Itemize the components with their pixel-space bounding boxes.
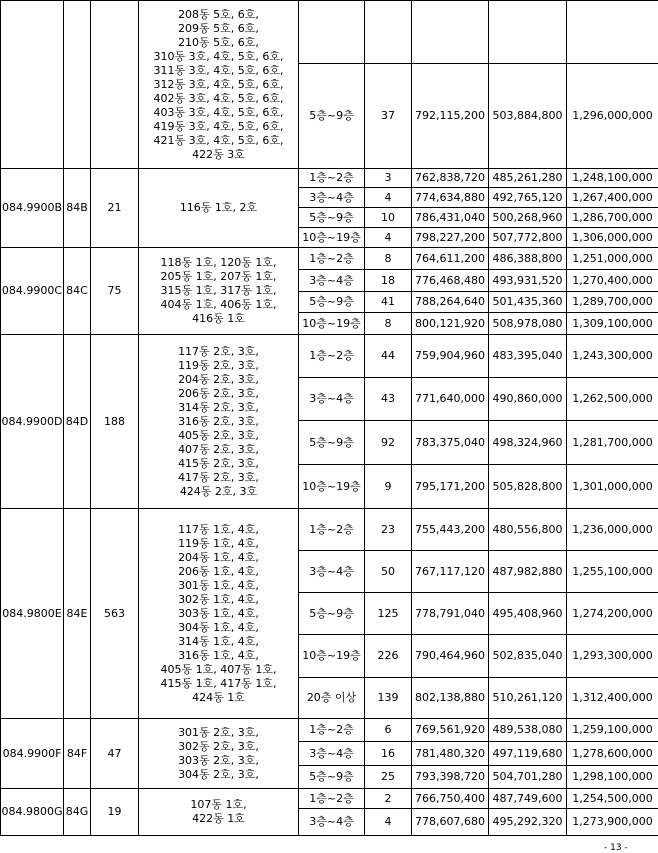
building-price-cell: 497,119,680 bbox=[489, 742, 567, 766]
building-price-cell: 505,828,800 bbox=[489, 465, 567, 509]
housing-type-cell: 084.9900D bbox=[1, 335, 64, 509]
floor-range-cell: 1층~2층 bbox=[299, 335, 365, 378]
floor-range-cell: 1층~2층 bbox=[299, 789, 365, 809]
total-price-cell: 1,267,400,000 bbox=[567, 188, 658, 208]
total-price-cell: 1,254,500,000 bbox=[567, 789, 658, 809]
type-code-cell bbox=[64, 1, 91, 169]
total-price-cell: 1,278,600,000 bbox=[567, 742, 658, 766]
total-price-cell: 1,293,300,000 bbox=[567, 635, 658, 678]
total-price-cell: 1,289,700,000 bbox=[567, 292, 658, 313]
land-price-cell: 769,561,920 bbox=[412, 719, 489, 742]
dong-ho-line: 422동 1호 bbox=[139, 812, 298, 826]
land-price-cell: 776,468,480 bbox=[412, 270, 489, 292]
dong-ho-line: 301동 2호, 3호, bbox=[139, 726, 298, 740]
land-price-cell: 793,398,720 bbox=[412, 766, 489, 789]
total-price-cell: 1,312,400,000 bbox=[567, 678, 658, 719]
unit-count-cell: 92 bbox=[365, 421, 412, 465]
floor-range-cell: 3층~4층 bbox=[299, 742, 365, 766]
unit-count-cell: 139 bbox=[365, 678, 412, 719]
dong-ho-line: 119동 1호, 4호, bbox=[139, 537, 298, 551]
building-price-cell: 487,982,880 bbox=[489, 551, 567, 593]
housing-type-cell bbox=[1, 1, 64, 169]
unit-count-cell: 16 bbox=[365, 742, 412, 766]
unit-count-cell: 41 bbox=[365, 292, 412, 313]
dong-ho-line: 209동 5호, 6호, bbox=[139, 22, 298, 36]
floor-range-cell: 3층~4층 bbox=[299, 188, 365, 208]
floor-range-cell: 5층~9층 bbox=[299, 766, 365, 789]
land-price-cell: 800,121,920 bbox=[412, 313, 489, 335]
unit-count-cell: 50 bbox=[365, 551, 412, 593]
total-price-cell: 1,296,000,000 bbox=[567, 64, 658, 169]
households-cell: 21 bbox=[91, 169, 139, 248]
housing-type-cell: 084.9900C bbox=[1, 248, 64, 335]
dong-ho-line: 314동 1호, 4호, bbox=[139, 635, 298, 649]
unit-count-cell bbox=[365, 1, 412, 64]
building-price-cell: 503,884,800 bbox=[489, 64, 567, 169]
land-price-cell: 764,611,200 bbox=[412, 248, 489, 270]
households-cell: 47 bbox=[91, 719, 139, 789]
floor-range-cell: 5층~9층 bbox=[299, 208, 365, 228]
unit-count-cell: 4 bbox=[365, 188, 412, 208]
dong-ho-line: 404동 1호, 406동 1호, bbox=[139, 298, 298, 312]
land-price-cell: 783,375,040 bbox=[412, 421, 489, 465]
housing-type-cell: 084.9900B bbox=[1, 169, 64, 248]
dong-ho-line: 304동 1호, 4호, bbox=[139, 621, 298, 635]
dong-ho-line: 405동 2호, 3호, bbox=[139, 429, 298, 443]
households-cell: 563 bbox=[91, 509, 139, 719]
floor-range-cell: 5층~9층 bbox=[299, 64, 365, 169]
total-price-cell: 1,262,500,000 bbox=[567, 378, 658, 421]
building-price-cell: 492,765,120 bbox=[489, 188, 567, 208]
dong-ho-line: 311동 3호, 4호, 5호, 6호, bbox=[139, 64, 298, 78]
floor-range-cell bbox=[299, 1, 365, 64]
price-table-body bbox=[1, 1, 658, 836]
dong-ho-line: 304동 2호, 3호, bbox=[139, 768, 298, 782]
type-code-cell: 84F bbox=[64, 719, 91, 789]
land-price-cell: 790,464,960 bbox=[412, 635, 489, 678]
dong-ho-line: 204동 2호, 3호, bbox=[139, 373, 298, 387]
unit-count-cell: 8 bbox=[365, 313, 412, 335]
dong-ho-line: 416동 1호 bbox=[139, 312, 298, 326]
building-price-cell: 493,931,520 bbox=[489, 270, 567, 292]
dong-ho-line: 417동 2호, 3호, bbox=[139, 471, 298, 485]
total-price-cell: 1,248,100,000 bbox=[567, 169, 658, 188]
land-price-cell: 774,634,880 bbox=[412, 188, 489, 208]
building-price-cell: 500,268,960 bbox=[489, 208, 567, 228]
total-price-cell: 1,274,200,000 bbox=[567, 593, 658, 635]
building-price-cell bbox=[489, 1, 567, 64]
building-price-cell: 501,435,360 bbox=[489, 292, 567, 313]
dong-ho-line: 303동 2호, 3호, bbox=[139, 754, 298, 768]
total-price-cell: 1,273,900,000 bbox=[567, 809, 658, 836]
type-code-cell: 84G bbox=[64, 789, 91, 836]
dong-ho-line: 310동 3호, 4호, 5호, 6호, bbox=[139, 50, 298, 64]
households-cell: 188 bbox=[91, 335, 139, 509]
building-price-cell: 502,835,040 bbox=[489, 635, 567, 678]
unit-count-cell: 2 bbox=[365, 789, 412, 809]
unit-count-cell: 125 bbox=[365, 593, 412, 635]
building-price-cell: 485,261,280 bbox=[489, 169, 567, 188]
unit-count-cell: 23 bbox=[365, 509, 412, 551]
dong-ho-line: 301동 1호, 4호, bbox=[139, 579, 298, 593]
table-row bbox=[1, 248, 658, 270]
dong-ho-line: 107동 1호, bbox=[139, 798, 298, 812]
land-price-cell: 759,904,960 bbox=[412, 335, 489, 378]
building-price-cell: 507,772,800 bbox=[489, 228, 567, 248]
floor-range-cell: 20층 이상 bbox=[299, 678, 365, 719]
unit-count-cell: 43 bbox=[365, 378, 412, 421]
dong-ho-line: 116동 1호, 2호 bbox=[139, 201, 298, 215]
land-price-cell: 778,791,040 bbox=[412, 593, 489, 635]
dong-ho-line: 315동 1호, 317동 1호, bbox=[139, 284, 298, 298]
total-price-cell: 1,255,100,000 bbox=[567, 551, 658, 593]
land-price-cell: 755,443,200 bbox=[412, 509, 489, 551]
unit-count-cell: 8 bbox=[365, 248, 412, 270]
land-price-cell: 767,117,120 bbox=[412, 551, 489, 593]
dong-ho-line: 403동 3호, 4호, 5호, 6호, bbox=[139, 106, 298, 120]
building-price-cell: 498,324,960 bbox=[489, 421, 567, 465]
floor-range-cell: 1층~2층 bbox=[299, 509, 365, 551]
dong-ho-line: 205동 1호, 207동 1호, bbox=[139, 270, 298, 284]
total-price-cell: 1,270,400,000 bbox=[567, 270, 658, 292]
building-price-cell: 489,538,080 bbox=[489, 719, 567, 742]
dong-ho-line: 314동 2호, 3호, bbox=[139, 401, 298, 415]
dong-ho-line: 302동 1호, 4호, bbox=[139, 593, 298, 607]
unit-count-cell: 10 bbox=[365, 208, 412, 228]
households-cell: 19 bbox=[91, 789, 139, 836]
dong-ho-line: 204동 1호, 4호, bbox=[139, 551, 298, 565]
land-price-cell: 778,607,680 bbox=[412, 809, 489, 836]
dong-ho-line: 303동 1호, 4호, bbox=[139, 607, 298, 621]
unit-count-cell: 18 bbox=[365, 270, 412, 292]
floor-range-cell: 1층~2층 bbox=[299, 169, 365, 188]
land-price-cell: 795,171,200 bbox=[412, 465, 489, 509]
land-price-cell: 792,115,200 bbox=[412, 64, 489, 169]
floor-range-cell: 5층~9층 bbox=[299, 593, 365, 635]
dong-ho-line: 206동 1호, 4호, bbox=[139, 565, 298, 579]
total-price-cell: 1,251,000,000 bbox=[567, 248, 658, 270]
unit-count-cell: 37 bbox=[365, 64, 412, 169]
land-price-cell: 781,480,320 bbox=[412, 742, 489, 766]
dong-ho-line: 208동 5호, 6호, bbox=[139, 8, 298, 22]
dong-ho-line: 424동 1호 bbox=[139, 691, 298, 705]
dong-ho-cell bbox=[139, 248, 299, 335]
dong-ho-cell bbox=[139, 509, 299, 719]
dong-ho-line: 206동 2호, 3호, bbox=[139, 387, 298, 401]
land-price-cell: 762,838,720 bbox=[412, 169, 489, 188]
total-price-cell: 1,281,700,000 bbox=[567, 421, 658, 465]
floor-range-cell: 3층~4층 bbox=[299, 551, 365, 593]
unit-count-cell: 4 bbox=[365, 228, 412, 248]
housing-type-cell: 084.9900F bbox=[1, 719, 64, 789]
floor-range-cell: 3층~4층 bbox=[299, 378, 365, 421]
floor-range-cell: 10층~19층 bbox=[299, 465, 365, 509]
dong-ho-line: 422동 3호 bbox=[139, 148, 298, 162]
dong-ho-cell bbox=[139, 1, 299, 169]
type-code-cell: 84B bbox=[64, 169, 91, 248]
unit-count-cell: 44 bbox=[365, 335, 412, 378]
floor-range-cell: 10층~19층 bbox=[299, 228, 365, 248]
floor-range-cell: 5층~9층 bbox=[299, 421, 365, 465]
building-price-cell: 495,408,960 bbox=[489, 593, 567, 635]
households-cell bbox=[91, 1, 139, 169]
dong-ho-cell bbox=[139, 335, 299, 509]
housing-type-cell: 084.9800E bbox=[1, 509, 64, 719]
table-row bbox=[1, 789, 658, 809]
table-row bbox=[1, 1, 658, 64]
dong-ho-line: 316동 2호, 3호, bbox=[139, 415, 298, 429]
dong-ho-line: 210동 5호, 6호, bbox=[139, 36, 298, 50]
type-code-cell: 84E bbox=[64, 509, 91, 719]
households-cell: 75 bbox=[91, 248, 139, 335]
floor-range-cell: 1층~2층 bbox=[299, 719, 365, 742]
dong-ho-line: 119동 2호, 3호, bbox=[139, 359, 298, 373]
dong-ho-line: 405동 1호, 407동 1호, bbox=[139, 663, 298, 677]
dong-ho-line: 117동 2호, 3호, bbox=[139, 345, 298, 359]
building-price-cell: 487,749,600 bbox=[489, 789, 567, 809]
dong-ho-cell bbox=[139, 719, 299, 789]
dong-ho-line: 421동 3호, 4호, 5호, 6호, bbox=[139, 134, 298, 148]
building-price-cell: 483,395,040 bbox=[489, 335, 567, 378]
total-price-cell: 1,301,000,000 bbox=[567, 465, 658, 509]
floor-range-cell: 1층~2층 bbox=[299, 248, 365, 270]
land-price-cell: 788,264,640 bbox=[412, 292, 489, 313]
dong-ho-line: 415동 2호, 3호, bbox=[139, 457, 298, 471]
floor-range-cell: 10층~19층 bbox=[299, 635, 365, 678]
land-price-cell: 802,138,880 bbox=[412, 678, 489, 719]
dong-ho-line: 424동 2호, 3호 bbox=[139, 485, 298, 499]
land-price-cell: 766,750,400 bbox=[412, 789, 489, 809]
floor-range-cell: 5층~9층 bbox=[299, 292, 365, 313]
building-price-cell: 486,388,800 bbox=[489, 248, 567, 270]
building-price-cell: 480,556,800 bbox=[489, 509, 567, 551]
table-row bbox=[1, 719, 658, 742]
table-row bbox=[1, 509, 658, 551]
dong-ho-line: 316동 1호, 4호, bbox=[139, 649, 298, 663]
unit-count-cell: 3 bbox=[365, 169, 412, 188]
dong-ho-line: 118동 1호, 120동 1호, bbox=[139, 256, 298, 270]
page-number: - 13 - bbox=[604, 843, 628, 853]
table-row bbox=[1, 335, 658, 378]
land-price-cell: 798,227,200 bbox=[412, 228, 489, 248]
table-row bbox=[1, 169, 658, 188]
dong-ho-line: 407동 2호, 3호, bbox=[139, 443, 298, 457]
total-price-cell: 1,236,000,000 bbox=[567, 509, 658, 551]
dong-ho-line: 419동 3호, 4호, 5호, 6호, bbox=[139, 120, 298, 134]
total-price-cell: 1,298,100,000 bbox=[567, 766, 658, 789]
dong-ho-line: 402동 3호, 4호, 5호, 6호, bbox=[139, 92, 298, 106]
unit-count-cell: 25 bbox=[365, 766, 412, 789]
building-price-cell: 504,701,280 bbox=[489, 766, 567, 789]
building-price-cell: 490,860,000 bbox=[489, 378, 567, 421]
building-price-cell: 510,261,120 bbox=[489, 678, 567, 719]
total-price-cell: 1,243,300,000 bbox=[567, 335, 658, 378]
total-price-cell: 1,259,100,000 bbox=[567, 719, 658, 742]
land-price-cell bbox=[412, 1, 489, 64]
dong-ho-line: 302동 2호, 3호, bbox=[139, 740, 298, 754]
housing-type-cell: 084.9800G bbox=[1, 789, 64, 836]
land-price-cell: 786,431,040 bbox=[412, 208, 489, 228]
total-price-cell: 1,286,700,000 bbox=[567, 208, 658, 228]
unit-count-cell: 226 bbox=[365, 635, 412, 678]
floor-range-cell: 3층~4층 bbox=[299, 809, 365, 836]
total-price-cell: 1,309,100,000 bbox=[567, 313, 658, 335]
floor-range-cell: 3층~4층 bbox=[299, 270, 365, 292]
total-price-cell: 1,306,000,000 bbox=[567, 228, 658, 248]
total-price-cell bbox=[567, 1, 658, 64]
unit-count-cell: 4 bbox=[365, 809, 412, 836]
type-code-cell: 84D bbox=[64, 335, 91, 509]
dong-ho-line: 312동 3호, 4호, 5호, 6호, bbox=[139, 78, 298, 92]
unit-count-cell: 9 bbox=[365, 465, 412, 509]
type-code-cell: 84C bbox=[64, 248, 91, 335]
building-price-cell: 508,978,080 bbox=[489, 313, 567, 335]
dong-ho-cell bbox=[139, 169, 299, 248]
land-price-cell: 771,640,000 bbox=[412, 378, 489, 421]
dong-ho-cell bbox=[139, 789, 299, 836]
floor-range-cell: 10층~19층 bbox=[299, 313, 365, 335]
dong-ho-line: 117동 1호, 4호, bbox=[139, 523, 298, 537]
unit-count-cell: 6 bbox=[365, 719, 412, 742]
dong-ho-line: 415동 1호, 417동 1호, bbox=[139, 677, 298, 691]
building-price-cell: 495,292,320 bbox=[489, 809, 567, 836]
